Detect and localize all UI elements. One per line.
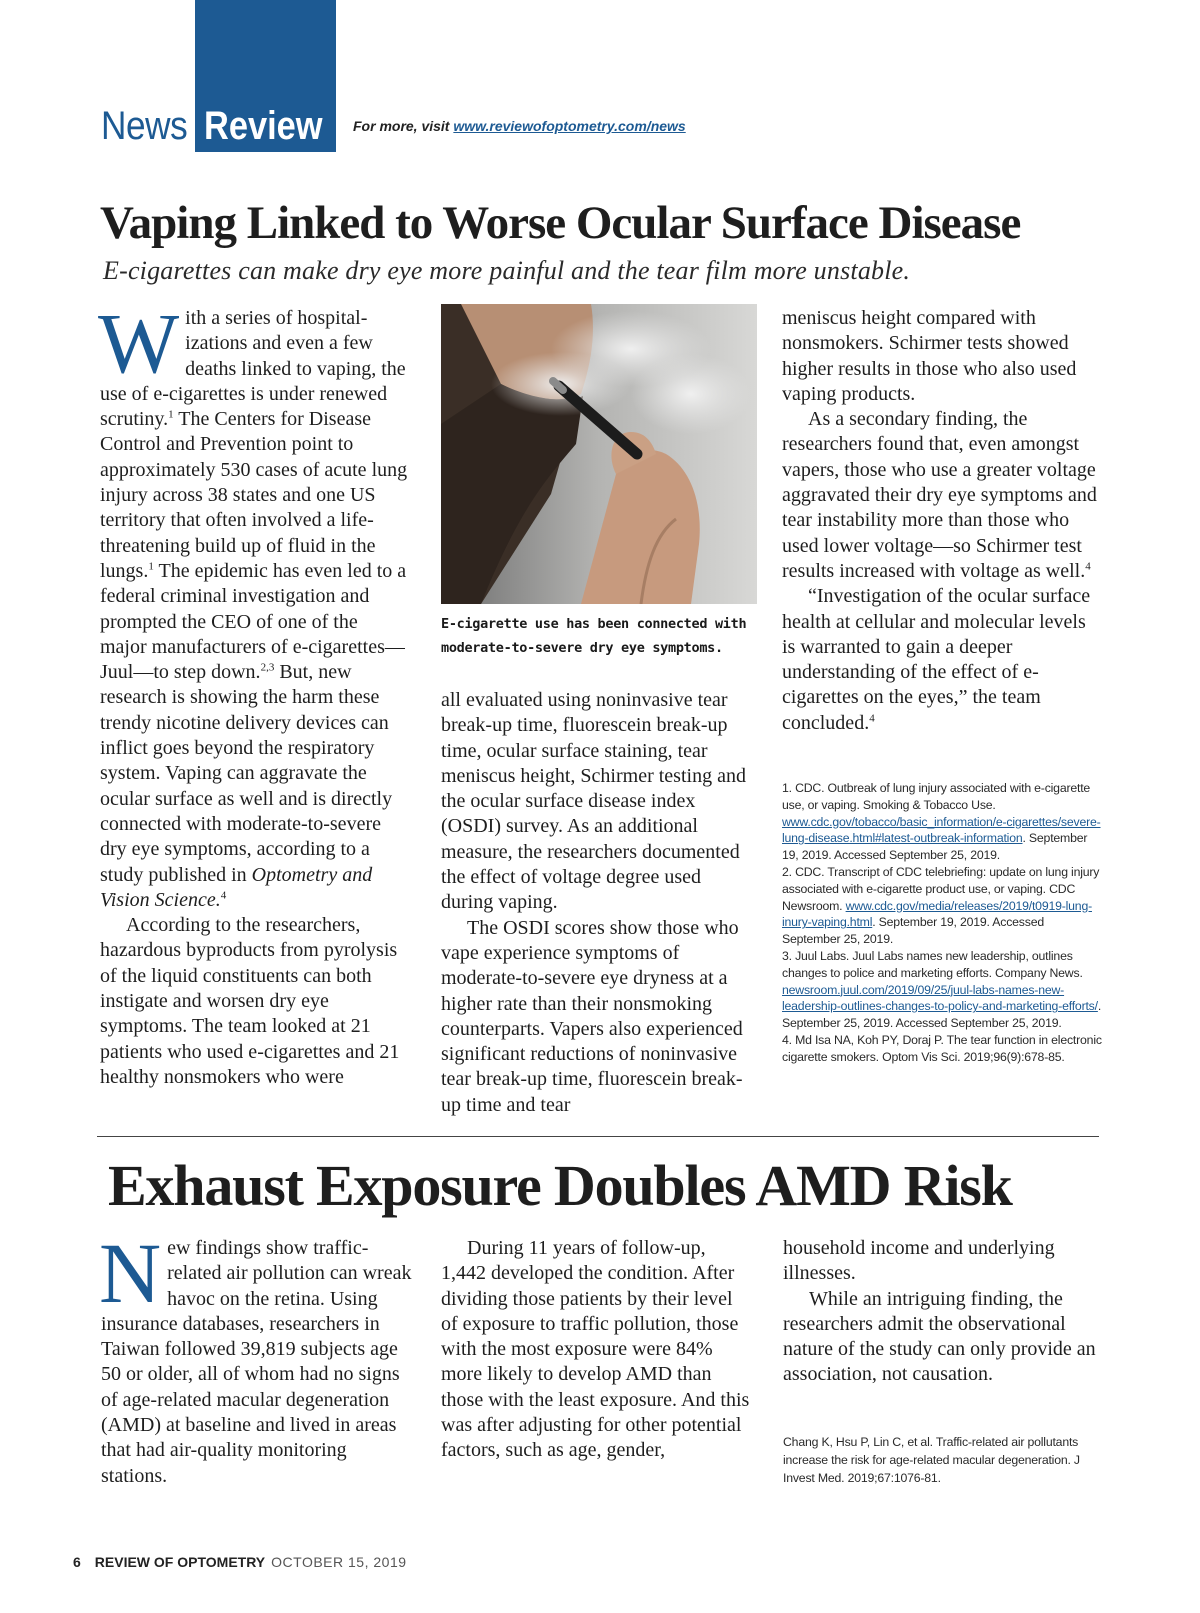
citation: 2,3 [260,661,275,674]
citation: 4 [1085,560,1091,573]
article1-column-1 [98,295,408,1090]
visit-note [353,118,686,134]
article1-paragraph: meniscus height compared with nonsmokers. Schirmer tests showed higher results in those who also used vaping products. [782,307,1077,405]
article2-paragraph: household income and underlying illnesses. [783,1237,1055,1285]
article1-paragraph: As a secondary finding, the researchers found that, even amongst vapers, those who use a greater voltage aggravated their dry eye symptoms and tear instability more than those who used lower voltage—so Schirmer test results increased with voltage as well.$^4$ [782,408,1097,582]
dropcap-w: W [98,295,180,391]
article1-column-2 [441,688,751,1118]
section-label [101,100,323,152]
section-review-label: Review [204,103,323,148]
reference-2: 2. CDC. Transcript of CDC telebriefing: update on lung injury associated with e-cigarette product use, or vaping. CDC Newsroom. www.cdc.gov/media/releases/2019/t0919-lung-inury-vaping.html. September 19, 2019. Accessed September 25, 2019. [782,864,1100,947]
article2-headline: Exhaust Exposure Doubles AMD Risk [108,1153,1012,1218]
visit-link[interactable]: www.reviewofoptometry.com/news [453,118,686,134]
citation: 4 [869,712,875,725]
article2-paragraph: During 11 years of follow-up, 1,442 developed the condition. After dividing those patients by their level of exposure to traffic pollution, those with the most exposure were 84% more likely to develop AMD than those with the least exposure. And this was after adjusting for other potential factors, such as age, gender, [441,1237,750,1462]
article1-paragraph: The OSDI scores show those who vape experience symptoms of moderate-to-severe eye dryness at a higher rate than their nonsmoking counterparts. Vapers also experienced significant reductions of noninvasive tear break-up time, fluorescein break-up time and tear [441,916,743,1116]
visit-prefix: For more, visit [353,118,454,134]
reference-2-link[interactable]: www.cdc.gov/media/releases/2019/t0919-lung-inury-vaping.html [782,898,1092,930]
page-number: 6 [73,1554,81,1570]
article1-deck: E-cigarettes can make dry eye more painful and the tear film more unstable. [103,256,911,285]
journal-name: Optometry and Vision Science. [100,863,373,911]
article1-paragraph: “Investigation of the ocular surface health at cellular and molecular levels is warranted to gain a deeper understanding of the effect of e-cigarettes on the eyes,” the team concluded.$^4$ [782,585,1091,734]
article2-column-3 [783,1236,1103,1388]
article1-headline: Vaping Linked to Worse Ocular Surface Disease [100,197,1021,249]
reference-1-link[interactable]: www.cdc.gov/tobacco/basic_information/e-cigarettes/severe-lung-disease.html#latest-outbreak-information [782,814,1101,846]
article2-paragraph: New findings show traffic-related air pollution can wreak havoc on the retina. Using insurance databases, researchers in Taiwan followed 39,819 subjects age 50 or older, all of whom had no signs of age-related macular degeneration (AMD) at baseline and lived in areas that had air-quality monitoring stations. [99,1225,412,1487]
article1-paragraph: With a series of hospitalizations and even a few deaths linked to vaping, the use of e-cigarettes is under renewed scrutiny.$^1$ The Centers for Disease Control and Prevention point to approximately 530 cases of acute lung injury across 38 states and one US territory that often involved a life-threatening build up of fluid in the lungs.$^1$ The epidemic has even led to a federal criminal investigation and prompted the CEO of one of the major manufacturers of e-cigarettes—Juul—to step down.$^{2,3}$ But, new research is showing the harm these trendy nicotine delivery devices can inflict goes beyond the respiratory system. Vaping can aggravate the ocular surface as well and is directly connected with moderate-to-severe dry eye symptoms, according to a study published in Optometry and Vision Science.$^4$ [98,295,408,911]
article1-column-3 [782,306,1102,736]
article1-paragraph: all evaluated using noninvasive tear break-up time, fluorescein break-up time, ocular surface staining, tear meniscus height, Schirmer testing and the ocular surface disease index (OSDI) survey. As an additional measure, the researchers documented the effect of voltage degree used during vaping. [441,689,746,914]
reference-4: 4. Md Isa NA, Koh PY, Doraj P. The tear function in electronic cigarette smokers. Optom Vis Sci. 2019;96(9):678-85. [782,1032,1102,1064]
article1-references [782,780,1102,1066]
article1-paragraph: According to the researchers, hazardous byproducts from pyrolysis of the liquid constituents can both instigate and worsen dry eye symptoms. The team looked at 21 patients who used e-cigarettes and 21 healthy nonsmokers who were [100,914,400,1088]
vaping-photo [441,304,757,604]
article2-column-1 [99,1225,417,1489]
section-news-label: News [101,103,188,148]
vaping-man-illustration [441,304,757,604]
reference-3-link[interactable]: newsroom.juul.com/2019/09/25/juul-labs-names-new-leadership-outlines-changes-to-policy-and-marketing-efforts/ [782,982,1098,1014]
article2-column-2 [441,1236,751,1464]
article-divider [97,1136,1099,1137]
article2-reference: Chang K, Hsu P, Lin C, et al. Traffic-related air pollutants increase the risk for age-related macular degeneration. J Invest Med. 2019;67:1076-81. [783,1435,1080,1485]
photo-caption: E-cigarette use has been connected with moderate-to-severe dry eye symptoms. [441,616,747,656]
citation: 1 [148,560,154,573]
reference-3: 3. Juul Labs. Juul Labs names new leadership, outlines changes to police and marketing efforts. Company News. newsroom.juul.com/2019/09/25/juul-labs-names-new-leadership-outlines-changes-to-policy-and-marketing-efforts/. September 25, 2019. Accessed September 25, 2019. [782,948,1102,1031]
citation: 1 [168,408,174,421]
issue-date: OCTOBER 15, 2019 [271,1554,407,1570]
page-footer [73,1554,407,1570]
article2-paragraph: While an intriguing finding, the researchers admit the observational nature of the study can only provide an association, not causation. [783,1287,1096,1386]
citation: 4 [220,889,227,902]
dropcap-n: N [99,1225,162,1321]
reference-1: 1. CDC. Outbreak of lung injury associated with e-cigarette use, or vaping. Smoking & Tobacco Use. www.cdc.gov/tobacco/basic_information/e-cigarettes/severe-lung-disease.html#latest-outbreak-information. September 19, 2019. Accessed September 25, 2019. [782,781,1101,863]
magazine-name: REVIEW OF OPTOMETRY [94,1554,266,1570]
